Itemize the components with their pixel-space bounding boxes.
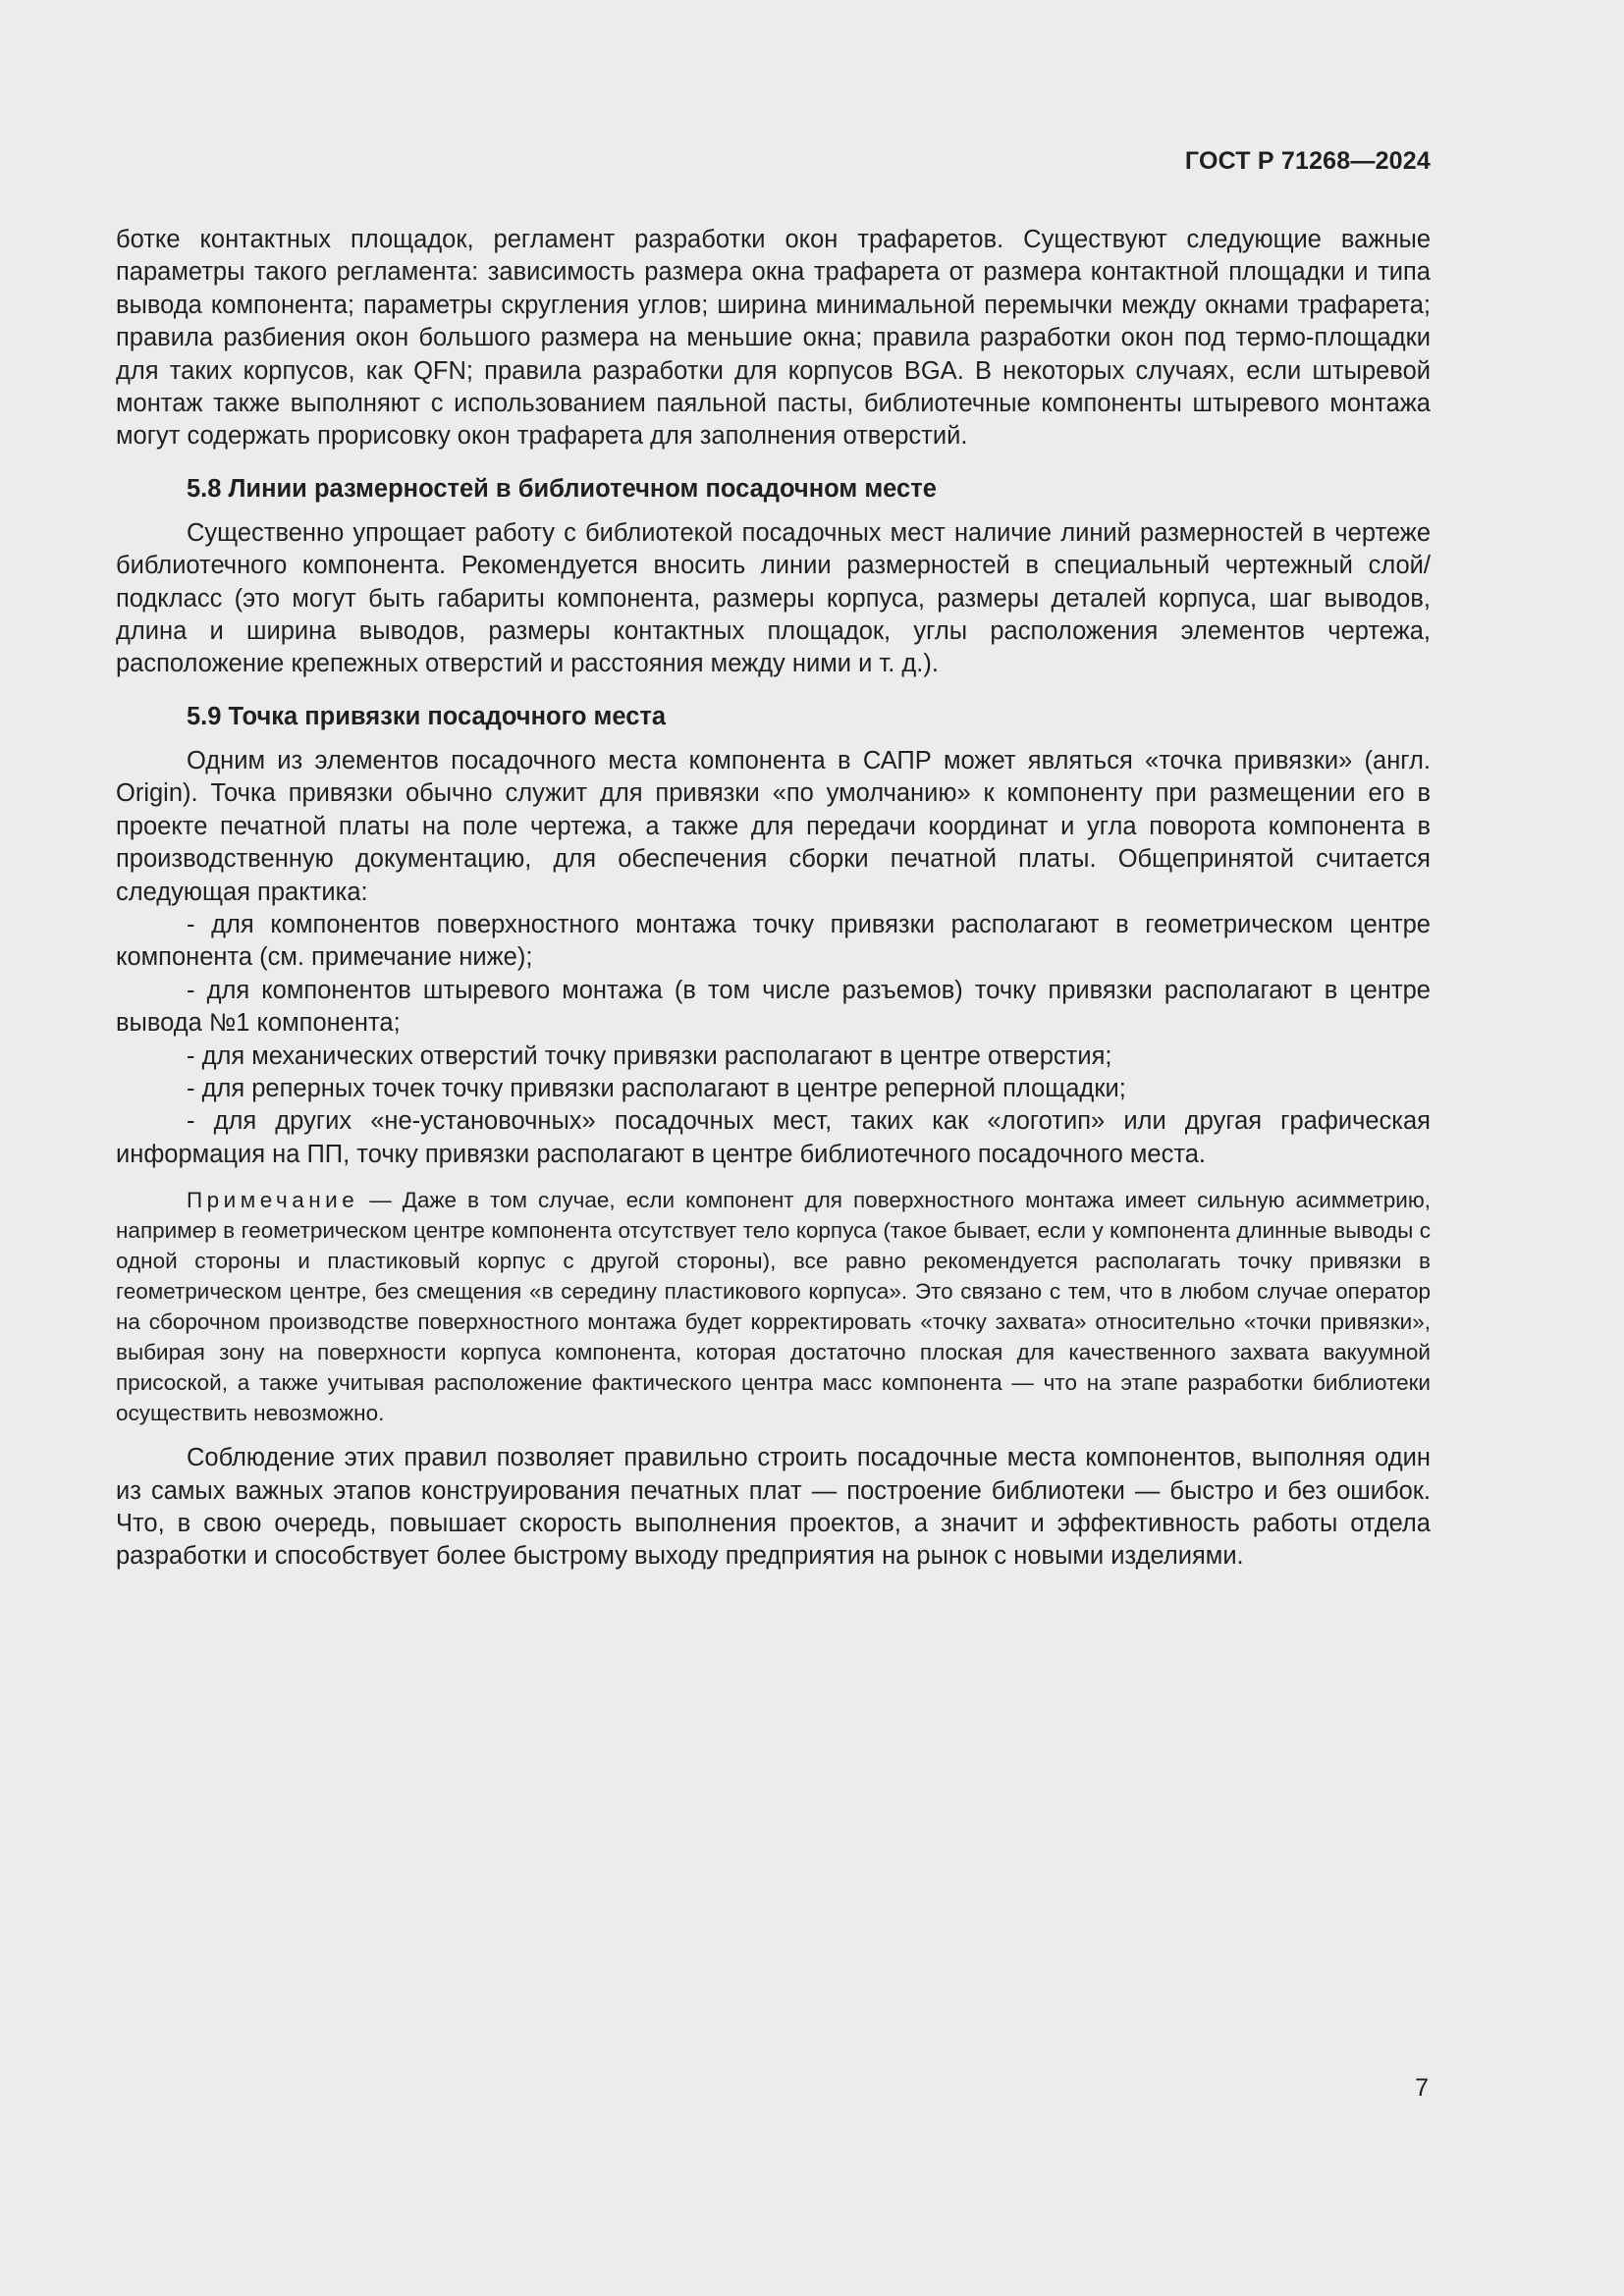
list-item: - для других «не-установочных» посадочных мест, таких как «логотип» или другая графическая информация на ПП, точку привязки располагают в центре библиотечного посадочного места. bbox=[116, 1107, 1431, 1168]
final-paragraph: Соблюдение этих правил позволяет правильно строить посадочные места компонентов, выполняя один из самых важных этапов конструирования печатных плат — построение библиотеки — быстро и без ошибок. Что, в свою очередь, повышает скорость выполнения проектов, а значит и эффективность работы отдела разработки и способствует более быстрому выходу предприятия на рынок с новыми изделиями. bbox=[116, 1444, 1431, 1571]
list-item: - для компонентов штыревого монтажа (в том числе разъемов) точку привязки располагают в центре вывода №1 компонента; bbox=[116, 976, 1431, 1038]
note-label: Примечание bbox=[187, 1188, 359, 1213]
document-header: ГОСТ Р 71268—2024 bbox=[1184, 147, 1431, 175]
section-5-8-paragraph: Существенно упрощает работу с библиотекой посадочных мест наличие линий размерностей в чертеже библиотечного компонента. Рекомендуется вносить линии размерностей в специальный чертежный слой/подкласс (это могут быть габариты компонента, размеры корпуса, размеры деталей корпуса, шаг выводов, длина и ширина выводов, размеры контактных площадок, углы расположения элементов чертежа, расположение крепежных отверстий и расстояния между ними и т. д.). bbox=[116, 518, 1431, 678]
section-5-8-heading: 5.8 Линии размерностей в библиотечном посадочном месте bbox=[187, 474, 937, 503]
list-item: - для компонентов поверхностного монтажа точку привязки располагают в геометрическом центре компонента (см. примечание ниже); bbox=[116, 910, 1431, 972]
section-5-9-heading: 5.9 Точка привязки посадочного места bbox=[187, 702, 667, 730]
section-5-9-paragraph: Одним из элементов посадочного места компонента в САПР может являться «точка привязки» (англ. Origin). Точка привязки обычно служит для привязки «по умолчанию» к компоненту при размещении его в проекте печатной платы на поле чертежа, а также для передачи координат и угла поворота компонента в производственную документацию, для обеспечения сборки печатной платы. Общепринятой считается следующая практика: bbox=[116, 746, 1431, 906]
note-paragraph bbox=[116, 1185, 1431, 1428]
page-content bbox=[116, 224, 1431, 1574]
page-number: 7 bbox=[1415, 2074, 1429, 2102]
list-item: - для реперных точек точку привязки располагают в центре реперной площадки; bbox=[187, 1074, 1126, 1102]
bullet-list bbox=[116, 909, 1431, 1171]
intro-paragraph: ботке контактных площадок, регламент разработки окон трафаретов. Существуют следующие важные параметры такого регламента: зависимость размера окна трафарета от размера контактной площадки и типа вывода компонента; параметры скругления углов; ширина минимальной перемычки между окнами трафарета; правила разбиения окон большого размера на меньшие окна; правила разработки окон под термо-площадки для таких корпусов, как QFN; правила разработки для корпусов BGA. В некоторых случаях, если штыревой монтаж также выполняют с использованием паяльной пасты, библиотечные компоненты штыревого монтажа могут содержать прорисовку окон трафарета для заполнения отверстий. bbox=[116, 226, 1431, 451]
list-item: - для механических отверстий точку привязки располагают в центре отверстия; bbox=[187, 1041, 1112, 1070]
note-text: — Даже в том случае, если компонент для поверхностного монтажа имеет сильную асимметрию, например в геометрическом центре компонента отсутствует тело корпуса (такое бывает, если у компонента длинные выводы с одной стороны и пластиковый корпус с другой стороны), все равно рекомендуется располагать точку привязки в геометрическом центре, без смещения «в середину пластикового корпуса». Это связано с тем, что в любом случае оператор на сборочном производстве поверхностного монтажа будет корректировать «точку захвата» относительно «точки привязки», выбирая зону на поверхности корпуса компонента, которая достаточно плоская для качественного захвата вакуумной присоской, а также учитывая расположение фактического центра масс компонента — что на этапе разработки библиотеки осуществить невозможно. bbox=[116, 1188, 1431, 1426]
